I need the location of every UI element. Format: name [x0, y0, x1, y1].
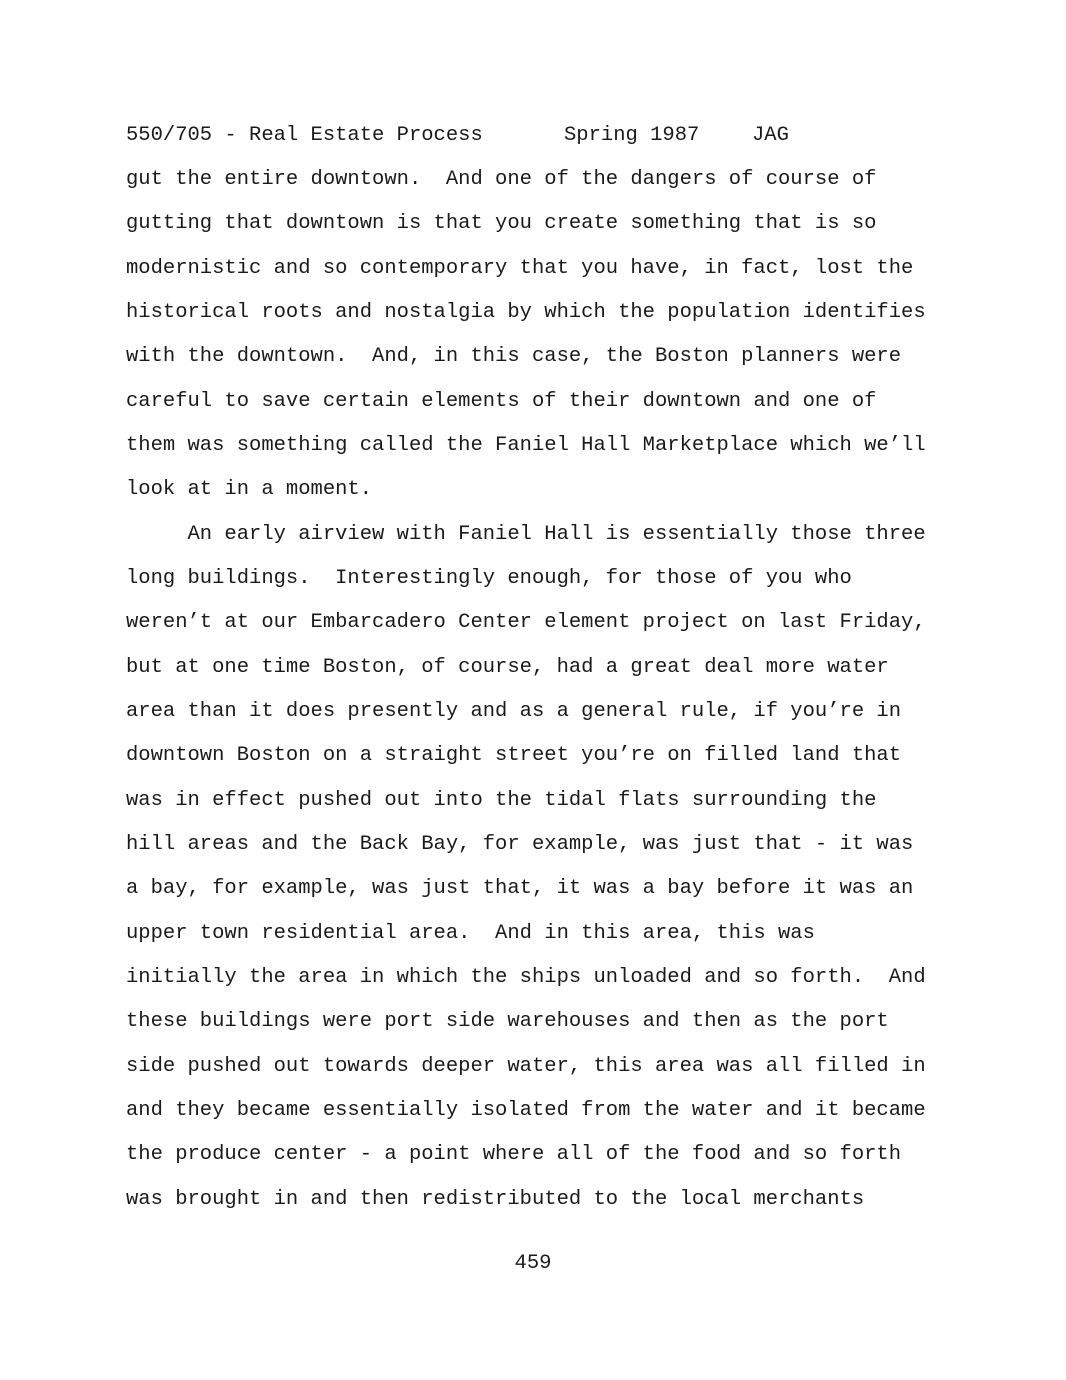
text-line: them was something called the Faniel Hall Marketplace which we’ll [126, 434, 926, 457]
text-line: was brought in and then redistributed to the local merchants [126, 1188, 865, 1211]
text-line: historical roots and nostalgia by which the population identifies [126, 301, 926, 324]
header-initials: JAG [752, 124, 789, 147]
page-number: 459 [514, 1252, 552, 1275]
text-line: modernistic and so contemporary that you have, in fact, lost the [126, 257, 914, 280]
text-line: hill areas and the Back Bay, for example, was just that - it was [126, 833, 914, 856]
text-line: side pushed out towards deeper water, this area was all filled in [126, 1055, 926, 1078]
text-line: weren’t at our Embarcadero Center element project on last Friday, [126, 611, 926, 634]
text-line: initially the area in which the ships unloaded and so forth. And [126, 966, 926, 989]
text-line: An early airview with Faniel Hall is essentially those three [126, 523, 926, 546]
page-header [126, 123, 789, 149]
text-line: area than it does presently and as a general rule, if you’re in [126, 700, 902, 723]
text-line: gut the entire downtown. And one of the dangers of course of [126, 168, 877, 191]
text-line: and they became essentially isolated from the water and it became [126, 1099, 926, 1122]
text-line: these buildings were port side warehouses and then as the port [126, 1010, 889, 1033]
text-line: the produce center - a point where all of the food and so forth [126, 1143, 902, 1166]
text-line: gutting that downtown is that you create something that is so [126, 212, 877, 235]
text-line: was in effect pushed out into the tidal flats surrounding the [126, 789, 877, 812]
text-line: with the downtown. And, in this case, the Boston planners were [126, 345, 902, 368]
text-line: long buildings. Interestingly enough, for those of you who [126, 567, 852, 590]
header-term: Spring 1987 [564, 124, 700, 147]
text-line: upper town residential area. And in this area, this was [126, 922, 815, 945]
header-course: 550/705 - Real Estate Process [126, 124, 483, 147]
text-line: careful to save certain elements of their downtown and one of [126, 390, 877, 413]
text-line: but at one time Boston, of course, had a great deal more water [126, 656, 889, 679]
text-line: look at in a moment. [126, 478, 373, 501]
text-line: downtown Boston on a straight street you’re on filled land that [126, 744, 902, 767]
text-line: a bay, for example, was just that, it was a bay before it was an [126, 877, 914, 900]
